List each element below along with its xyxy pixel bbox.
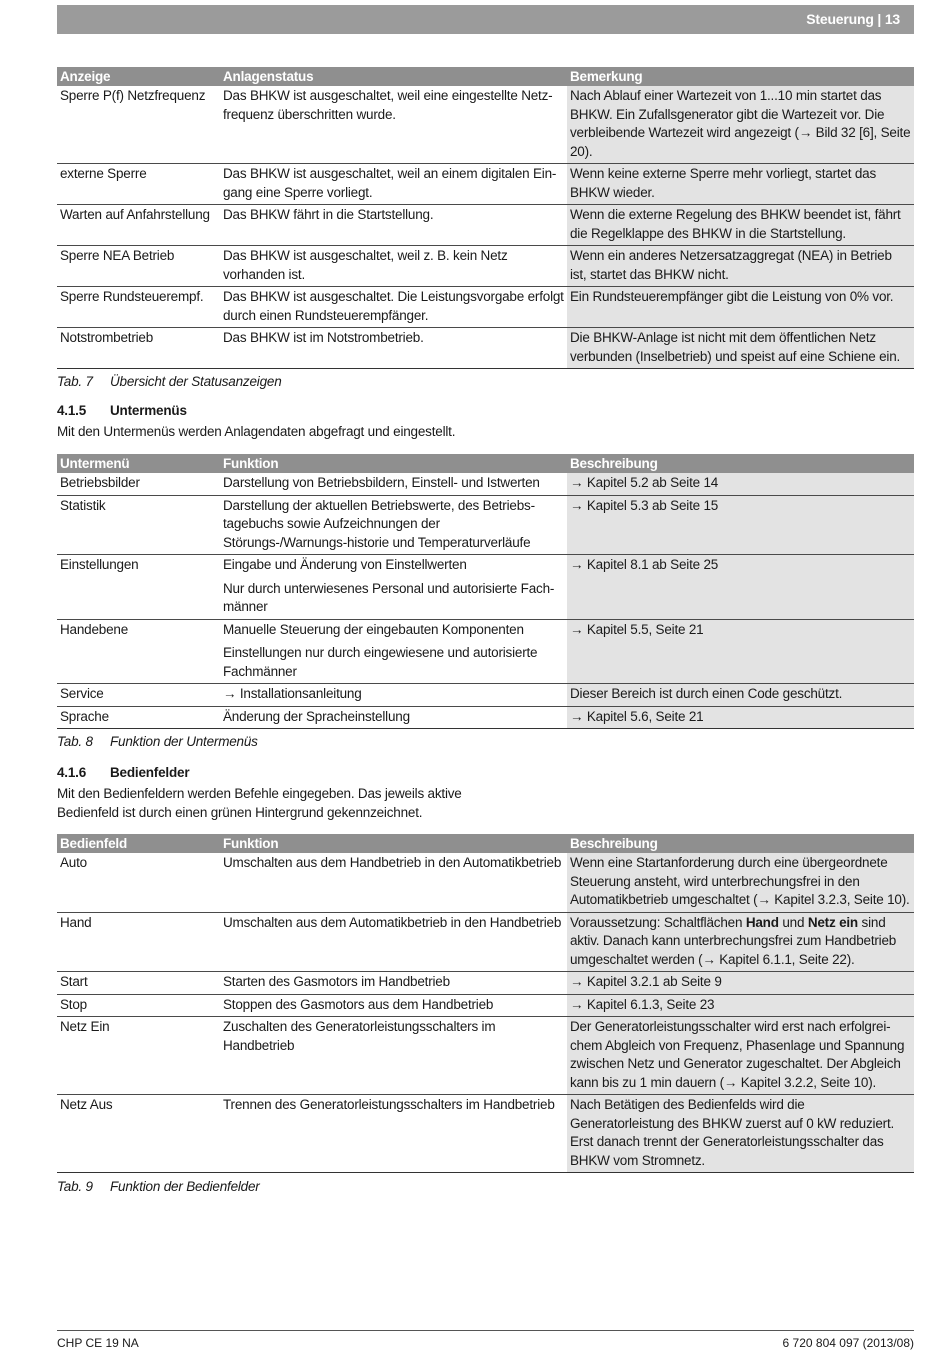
table-caption (57, 734, 258, 749)
cell-funktion: Zuschalten des Generatorleistungsschalters im Handbetrieb (220, 1017, 567, 1095)
column-header: Untermenü (57, 454, 220, 473)
table-row (57, 853, 914, 912)
bold-term: Netz ein (807, 914, 858, 930)
cell-untermenu: Service (57, 684, 220, 707)
table-row (57, 1017, 914, 1095)
column-header: Funktion (220, 834, 567, 853)
cell-anzeige: Sperre NEA Betrieb (57, 246, 220, 287)
cell-funktion: Trennen des Generatorleistungsschalters im Handbetrieb (220, 1095, 567, 1173)
control-fields-table (57, 834, 914, 1173)
table-row (57, 972, 914, 995)
cell-beschreibung: → Kapitel 5.5, Seite 21 (567, 619, 914, 684)
section-paragraph: Mit den Untermenüs werden Anlagendaten abgefragt und eingestellt. (57, 424, 456, 439)
cell-bedienfeld: Stop (57, 994, 220, 1017)
cell-untermenu: Statistik (57, 495, 220, 555)
table-row (57, 706, 914, 729)
cell-anlagenstatus: Das BHKW ist ausgeschaltet, weil an einem digitalen Ein-gang eine Sperre vorliegt. (220, 164, 567, 205)
cell-anlagenstatus: Das BHKW ist ausgeschaltet. Die Leistungsvorgabe erfolgt durch einen Rundsteuerempfänger. (220, 287, 567, 328)
cell-anzeige: Warten auf Anfahrstellung (57, 205, 220, 246)
cell-funktion (220, 706, 567, 729)
table-row (57, 246, 914, 287)
table-row (57, 205, 914, 246)
section-number: 4.1.5 (57, 403, 87, 418)
cell-bedienfeld: Start (57, 972, 220, 995)
table-header-row (57, 67, 914, 86)
text-run: und (778, 914, 808, 930)
cell-beschreibung: Der Generatorleistungsschalter wird erst nach erfolgrei-chem Abgleich von Frequenz, Phasenlage und Spannung zwischen Netz und Generator zugeschaltet. Der Abgleich kann bis zu 1 min dauern (→ Kapitel 3.2.2, Seite 10). (567, 1017, 914, 1095)
cell-bemerkung: Die BHKW-Anlage ist nicht mit dem öffentlichen Netz verbunden (Inselbetrieb) und speist auf eine Schiene ein. (567, 328, 914, 369)
caption-number: Tab. 8 (57, 734, 93, 749)
cell-beschreibung: Dieser Bereich ist durch einen Code geschützt. (567, 684, 914, 707)
cell-beschreibung: Nach Betätigen des Bedienfelds wird die Generatorleistung des BHKW zuerst auf 0 kW reduziert. Erst danach trennt der Generatorleistungsschalter das BHKW vom Stromnetz. (567, 1095, 914, 1173)
cell-untermenu: Handebene (57, 619, 220, 684)
cell-beschreibung: → Kapitel 5.2 ab Seite 14 (567, 473, 914, 495)
header-text: Steuerung | 13 (806, 11, 900, 27)
cell-bedienfeld: Netz Aus (57, 1095, 220, 1173)
header-section: Steuerung (806, 11, 874, 27)
footer-divider (57, 1330, 914, 1331)
page-number: 13 (884, 11, 900, 27)
table-caption (57, 374, 282, 389)
status-table (57, 67, 914, 369)
caption-number: Tab. 7 (57, 374, 93, 389)
cell-note: Nur durch unterwiesenes Personal und autorisierte Fach-männer (223, 580, 555, 614)
column-header: Bemerkung (567, 67, 914, 86)
cell-bemerkung: Wenn die externe Regelung des BHKW beendet ist, fährt die Regelklappe des BHKW in die Startstellung. (567, 205, 914, 246)
table-row (57, 912, 914, 972)
bold-term: Hand (745, 914, 779, 930)
cell-text: Darstellung der aktuellen Betriebswerte, des Betriebs-tagebuchs sowie Aufzeichnungen der Störungs-/Warnungs-historie und Temperaturverläufe (223, 497, 535, 550)
paragraph-line: Mit den Bedienfeldern werden Befehle eingegeben. Das jeweils aktive (57, 786, 462, 801)
column-header: Beschreibung (567, 834, 914, 853)
cell-anzeige: externe Sperre (57, 164, 220, 205)
section-heading (57, 765, 189, 780)
section-paragraph (57, 784, 657, 822)
cell-funktion (220, 555, 567, 620)
column-header: Bedienfeld (57, 834, 220, 853)
cell-beschreibung: → Kapitel 5.6, Seite 21 (567, 706, 914, 729)
table-row (57, 164, 914, 205)
section-heading (57, 403, 187, 418)
cell-anzeige: Sperre Rundsteuerempf. (57, 287, 220, 328)
cell-funktion: Stoppen des Gasmotors aus dem Handbetrieb (220, 994, 567, 1017)
column-header: Anzeige (57, 67, 220, 86)
footer-product: CHP CE 19 NA (57, 1336, 139, 1350)
footer-document-number: 6 720 804 097 (2013/08) (782, 1336, 914, 1350)
cell-funktion (220, 473, 567, 495)
paragraph-line: Bedienfeld ist durch einen grünen Hintergrund gekennzeichnet. (57, 805, 423, 820)
cell-funktion: Umschalten aus dem Automatikbetrieb in den Handbetrieb (220, 912, 567, 972)
cell-funktion (220, 495, 567, 555)
submenu-table (57, 454, 914, 729)
header-bar (57, 5, 914, 34)
cell-untermenu: Einstellungen (57, 555, 220, 620)
cell-beschreibung (567, 912, 914, 972)
table-row (57, 287, 914, 328)
cell-bemerkung: Wenn keine externe Sperre mehr vorliegt, startet das BHKW wieder. (567, 164, 914, 205)
column-header: Anlagenstatus (220, 67, 567, 86)
table-header-row (57, 454, 914, 473)
cell-bedienfeld: Netz Ein (57, 1017, 220, 1095)
cell-untermenu: Sprache (57, 706, 220, 729)
cell-funktion (220, 619, 567, 684)
cell-anlagenstatus: Das BHKW ist ausgeschaltet, weil eine eingestellte Netz-frequenz überschritten wurde. (220, 86, 567, 164)
table-row (57, 473, 914, 495)
cell-beschreibung: → Kapitel 8.1 ab Seite 25 (567, 555, 914, 620)
cell-anlagenstatus: Das BHKW ist im Notstrombetrieb. (220, 328, 567, 369)
cell-bemerkung: Ein Rundsteuerempfänger gibt die Leistung von 0% vor. (567, 287, 914, 328)
cell-anzeige: Sperre P(f) Netzfrequenz (57, 86, 220, 164)
table-row (57, 555, 914, 620)
caption-text: Übersicht der Statusanzeigen (110, 374, 282, 389)
cell-bedienfeld: Auto (57, 853, 220, 912)
text-run: Voraussetzung: Schaltflächen (570, 914, 746, 930)
table-caption (57, 1179, 260, 1194)
section-title: Bedienfelder (110, 765, 190, 780)
cell-anzeige: Notstrombetrieb (57, 328, 220, 369)
table-row (57, 495, 914, 555)
text-run: sind aktiv. Danach kann unterbrechungsfrei zum Handbetrieb umgeschaltet werden (→ Kapitel 6.1.1, Seite 22). (570, 914, 897, 967)
cell-note: Einstellungen nur durch eingewiesene und autorisierte Fachmänner (223, 645, 538, 679)
cell-text: Darstellung von Betriebsbildern, Einstell- und Istwerten (223, 475, 540, 490)
cell-anlagenstatus: Das BHKW ist ausgeschaltet, weil z. B. kein Netz vorhanden ist. (220, 246, 567, 287)
caption-text: Funktion der Bedienfelder (110, 1179, 260, 1194)
section-number: 4.1.6 (57, 765, 87, 780)
table-header-row (57, 834, 914, 853)
table-row (57, 328, 914, 369)
section-title: Untermenüs (110, 403, 187, 418)
cell-funktion (220, 684, 567, 707)
table-row (57, 86, 914, 164)
cell-text: Eingabe und Änderung von Einstellwerten (223, 557, 467, 572)
cell-untermenu: Betriebsbilder (57, 473, 220, 495)
column-header: Funktion (220, 454, 567, 473)
table-row (57, 994, 914, 1017)
caption-number: Tab. 9 (57, 1179, 93, 1194)
cell-bemerkung: Nach Ablauf einer Wartezeit von 1...10 min startet das BHKW. Ein Zufallsgenerator gibt die Wartezeit vor. Die verbleibende Wartezeit wird angezeigt (→ Bild 32 [6], Seite 20). (567, 86, 914, 164)
cell-anlagenstatus: Das BHKW fährt in die Startstellung. (220, 205, 567, 246)
table-row (57, 1095, 914, 1173)
cell-text: Manuelle Steuerung der eingebauten Komponenten (223, 621, 524, 637)
cell-funktion: Umschalten aus dem Handbetrieb in den Automatikbetrieb (220, 853, 567, 912)
column-header: Beschreibung (567, 454, 914, 473)
cell-text: → Installationsanleitung (223, 686, 362, 701)
table-row (57, 619, 914, 684)
cell-bedienfeld: Hand (57, 912, 220, 972)
cell-beschreibung: Wenn eine Startanforderung durch eine übergeordnete Steuerung ansteht, wird unterbrechungsfrei in den Automatikbetrieb umgeschaltet (→ Kapitel 3.2.3, Seite 10). (567, 853, 914, 912)
cell-funktion: Starten des Gasmotors im Handbetrieb (220, 972, 567, 995)
cell-beschreibung: → Kapitel 3.2.1 ab Seite 9 (567, 972, 914, 995)
cell-beschreibung: → Kapitel 5.3 ab Seite 15 (567, 495, 914, 555)
table-row (57, 684, 914, 707)
cell-bemerkung: Wenn ein anderes Netzersatzaggregat (NEA) in Betrieb ist, startet das BHKW nicht. (567, 246, 914, 287)
cell-beschreibung: → Kapitel 6.1.3, Seite 23 (567, 994, 914, 1017)
cell-text: Änderung der Spracheinstellung (223, 708, 410, 724)
caption-text: Funktion der Untermenüs (110, 734, 258, 749)
